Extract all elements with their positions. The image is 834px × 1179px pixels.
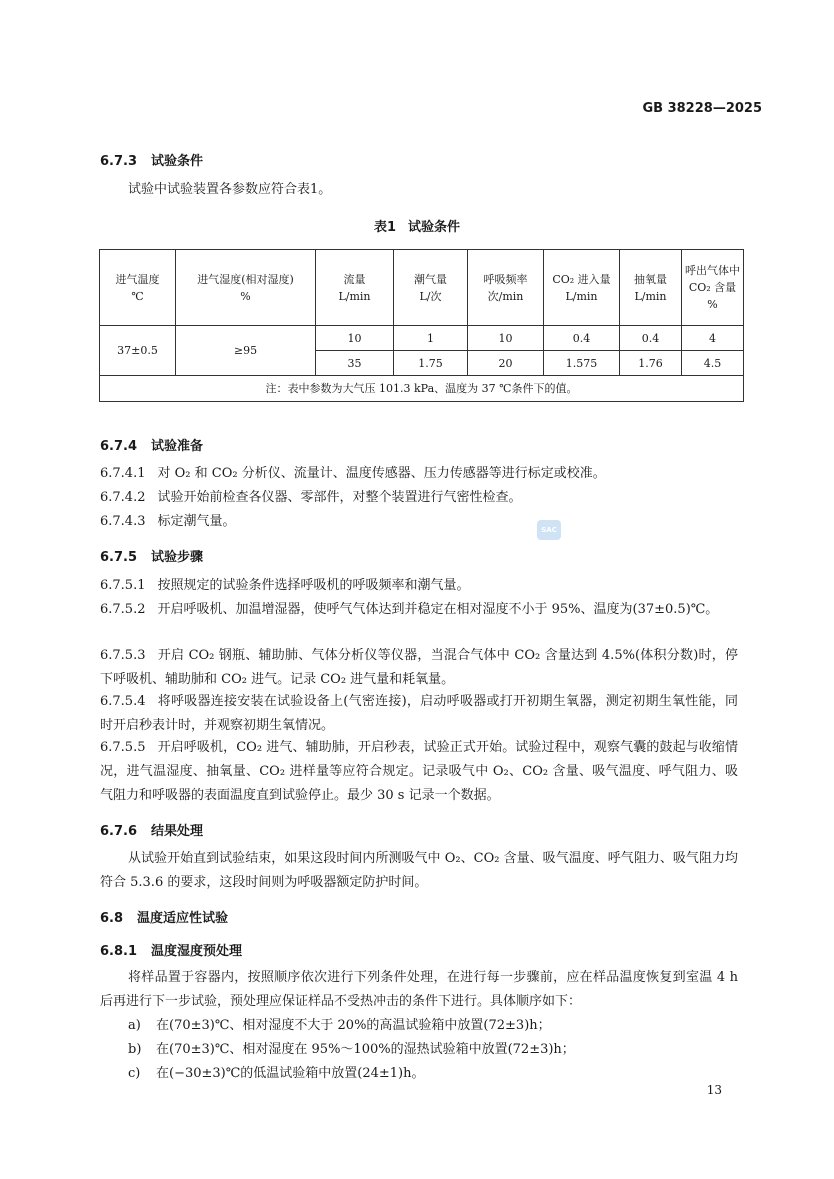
- list-marker: b): [128, 1042, 142, 1057]
- table-cell: 10: [468, 326, 544, 351]
- watermark-logo: SAC: [537, 520, 561, 540]
- table-reference-paragraph: 试验中试验装置各参数应符合表1。: [128, 182, 332, 197]
- clause-text: 试验开始前检查各仪器、零部件，对整个装置进行气密性检查。: [157, 490, 522, 505]
- clause-text: 开启呼吸机、加温增湿器，使呼气气体达到并稳定在相对湿度不小于 95%、温度为(37±0.5)℃。: [157, 602, 719, 617]
- header-cell: CO₂ 进入量 L/min: [544, 250, 620, 326]
- clause-number: 6.7.5.4: [100, 694, 146, 709]
- section-number: 6.8: [100, 911, 124, 926]
- clause-6-7-4-1: [100, 462, 738, 486]
- header-cell: 抽氧量 L/min: [620, 250, 682, 326]
- table-cell-temperature: 37±0.5: [100, 326, 176, 376]
- table-cell: 1: [394, 326, 468, 351]
- table-row: [100, 326, 744, 351]
- preconditioning-paragraph: 将样品置于容器内，按照顺序依次进行下列条件处理，在进行每一步骤前，应在样品温度恢复到室温 4 h 后再进行下一步试验，预处理应保证样品不受热冲击的条件下进行。具体顺序如下：: [100, 970, 738, 1009]
- section-heading-6-7-6: [100, 820, 203, 839]
- table-cell: 4.5: [682, 351, 744, 376]
- test-conditions-table: [99, 249, 744, 402]
- section-title: 试验准备: [151, 439, 204, 454]
- table-cell: 4: [682, 326, 744, 351]
- header-cell: 进气湿度(相对湿度) %: [176, 250, 316, 326]
- clause-6-7-5-2: [100, 598, 738, 622]
- clause-6-7-4-2: [100, 486, 738, 510]
- list-text: 在(70±3)℃、相对湿度在 95%～100%的湿热试验箱中放置(72±3)h；: [156, 1042, 575, 1057]
- clause-number: 6.7.5.5: [100, 740, 146, 755]
- section-title: 试验步骤: [151, 550, 204, 565]
- section-number: 6.7.4: [100, 439, 138, 454]
- section-title: 温度适应性试验: [137, 911, 229, 926]
- section-number: 6.7.3: [100, 154, 138, 169]
- clause-text: 按照规定的试验条件选择呼吸机的呼吸频率和潮气量。: [157, 578, 470, 593]
- table-caption: [0, 216, 834, 235]
- list-item: [128, 1062, 425, 1086]
- table-cell: 1.575: [544, 351, 620, 376]
- section-number: 6.7.5: [100, 550, 138, 565]
- clause-number: 6.7.4.1: [100, 466, 146, 481]
- section-number: 6.7.6: [100, 824, 138, 839]
- list-marker: a): [128, 1018, 141, 1033]
- table-header-row: [100, 250, 744, 326]
- clause-number: 6.7.4.2: [100, 490, 146, 505]
- clause-text: 将呼吸器连接安装在试验设备上(气密连接)，启动呼吸器或打开初期生氧器，测定初期生氧性能，同时开启秒表计时，并观察初期生氧情况。: [100, 694, 738, 733]
- section-heading-6-8-1: [100, 940, 242, 959]
- table-cell-humidity: ≥95: [176, 326, 316, 376]
- section-heading-6-7-4: [100, 435, 203, 454]
- section-title: 试验条件: [151, 154, 204, 169]
- table-cell: 1.76: [620, 351, 682, 376]
- section-heading-6-7-5: [100, 546, 203, 565]
- list-marker: c): [128, 1066, 141, 1081]
- clause-number: 6.7.5.2: [100, 602, 146, 617]
- clause-text: 开启 CO₂ 钢瓶、辅助肺、气体分析仪等仪器，当混合气体中 CO₂ 含量达到 4.5%(体积分数)时，停下呼吸机、辅助肺和 CO₂ 进气。记录 CO₂ 进气量和耗氧量。: [100, 648, 738, 687]
- table-cell: 0.4: [544, 326, 620, 351]
- table-cell: 10: [316, 326, 394, 351]
- section-heading-6-7-3: [100, 150, 203, 169]
- result-processing-paragraph: 从试验开始直到试验结束，如果这段时间内所测吸气中 O₂、CO₂ 含量、吸气温度、呼气阻力、吸气阻力均符合 5.3.6 的要求，这段时间则为呼吸器额定防护时间。: [100, 851, 738, 890]
- header-cell: 进气温度 ℃: [100, 250, 176, 326]
- table-cell: 0.4: [620, 326, 682, 351]
- table-title: 试验条件: [408, 220, 461, 235]
- table-cell: 20: [468, 351, 544, 376]
- table-note: 注：表中参数为大气压 101.3 kPa、温度为 37 ℃条件下的值。: [100, 376, 744, 402]
- list-item: [128, 1014, 551, 1038]
- list-text: 在(−30±3)℃的低温试验箱中放置(24±1)h。: [156, 1066, 425, 1081]
- clause-6-7-5-3: [100, 644, 738, 692]
- header-cell: 呼出气体中 CO₂ 含量 %: [682, 250, 744, 326]
- clause-text: 对 O₂ 和 CO₂ 分析仪、流量计、温度传感器、压力传感器等进行标定或校准。: [157, 466, 606, 481]
- clause-number: 6.7.5.1: [100, 578, 146, 593]
- clause-text: 开启呼吸机，CO₂ 进气、辅助肺，开启秒表，试验正式开始。试验过程中，观察气囊的鼓起与收缩情况，进气温湿度、抽氧量、CO₂ 进样量等应符合规定。记录吸气中 O₂、CO₂ 含量、吸气温度、呼气阻力、吸气阻力和呼吸器的表面温度直到试验停止。最少 30 s 记录一个数据。: [100, 740, 738, 803]
- section-heading-6-8: [100, 907, 228, 926]
- list-item: [128, 1038, 575, 1062]
- clause-6-7-5-1: [100, 574, 738, 598]
- table-label: 表1: [373, 220, 397, 235]
- clause-6-7-5-5: [100, 736, 738, 808]
- section-title: 结果处理: [151, 824, 204, 839]
- list-text: 在(70±3)℃、相对湿度不大于 20%的高温试验箱中放置(72±3)h；: [156, 1018, 551, 1033]
- header-cell: 潮气量 L/次: [394, 250, 468, 326]
- table-note-row: [100, 376, 744, 402]
- header-cell: 流量 L/min: [316, 250, 394, 326]
- table-cell: 1.75: [394, 351, 468, 376]
- standard-code: GB 38228—2025: [642, 101, 762, 116]
- clause-number: 6.7.5.3: [100, 648, 146, 663]
- section-title: 温度湿度预处理: [151, 944, 243, 959]
- clause-text: 标定潮气量。: [157, 514, 236, 529]
- page-number: 13: [706, 1083, 722, 1097]
- clause-6-7-4-3: [100, 510, 738, 534]
- clause-number: 6.7.4.3: [100, 514, 146, 529]
- header-cell: 呼吸频率 次/min: [468, 250, 544, 326]
- section-number: 6.8.1: [100, 944, 138, 959]
- clause-6-7-5-4: [100, 690, 738, 738]
- table-cell: 35: [316, 351, 394, 376]
